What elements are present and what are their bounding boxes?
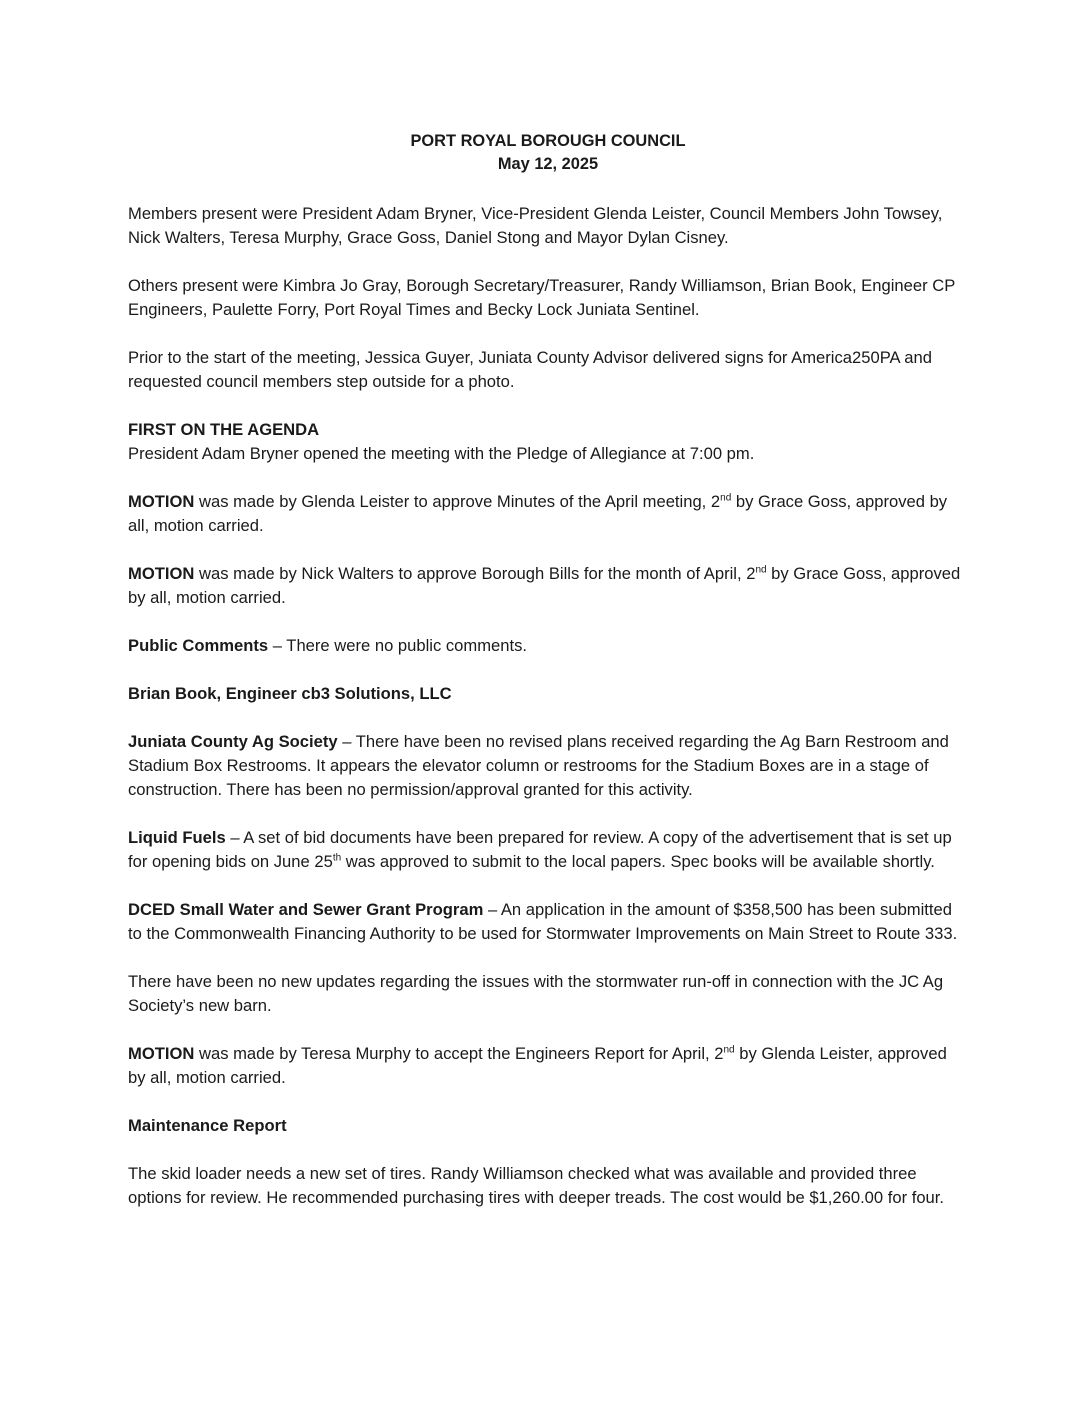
members-present-paragraph: Members present were President Adam Bryner, Vice-President Glenda Leister, Council Members John Towsey, Nick Walters, Teresa Murphy, Grace Goss, Daniel Stong and Mayor Dylan Cisney. <box>128 204 943 247</box>
motion-text: by Grace Goss, approved by all, motion carried. <box>128 492 948 535</box>
dced-grant-label: DCED Small Water and Sewer Grant Program <box>128 900 484 919</box>
motion-label: MOTION <box>128 564 195 583</box>
ordinal-suffix: nd <box>723 1044 735 1056</box>
liquid-fuels-paragraph <box>128 826 968 874</box>
first-agenda-section <box>128 418 968 466</box>
dced-grant-paragraph <box>128 898 968 946</box>
ordinal-suffix: th <box>332 852 342 864</box>
first-agenda-text: President Adam Bryner opened the meeting with the Pledge of Allegiance at 7:00 pm. <box>128 444 755 463</box>
public-comments-paragraph <box>128 634 968 658</box>
liquid-fuels-label: Liquid Fuels <box>128 828 226 847</box>
public-comments-text: – There were no public comments. <box>268 636 528 655</box>
maintenance-heading: Maintenance Report <box>128 1116 287 1135</box>
meeting-date: May 12, 2025 <box>497 155 599 173</box>
motion-engineer-report-paragraph <box>128 1042 968 1090</box>
liquid-fuels-text: – A set of bid documents have been prepared for review. A copy of the advertisement that is set up for opening bids on June 25 <box>128 828 952 871</box>
motion-label: MOTION <box>128 1044 195 1063</box>
ag-society-paragraph <box>128 730 968 802</box>
ag-society-text: – There have been no revised plans received regarding the Ag Barn Restroom and Stadium Box Restrooms. It appears the elevator column or restrooms for the Stadium Boxes are in a stage of construction. There has been no permission/approval granted for this activity. <box>128 732 949 799</box>
ordinal-suffix: nd <box>755 564 767 576</box>
motion-bills-paragraph <box>128 562 968 610</box>
document-header <box>128 130 968 176</box>
motion-text: by Grace Goss, approved by all, motion carried. <box>128 564 961 607</box>
others-present-paragraph: Others present were Kimbra Jo Gray, Borough Secretary/Treasurer, Randy Williamson, Brian Book, Engineer CP Engineers, Paulette Forry, Port Royal Times and Becky Lock Juniata Sentinel. <box>128 276 955 319</box>
document-title: PORT ROYAL BOROUGH COUNCIL <box>410 132 686 150</box>
motion-text: was made by Glenda Leister to approve Minutes of the April meeting, 2 <box>194 492 721 511</box>
dced-grant-text: – An application in the amount of $358,500 has been submitted to the Commonwealth Financing Authority to be used for Stormwater Improvements on Main Street to Route 333. <box>128 900 958 943</box>
motion-minutes-paragraph <box>128 490 968 538</box>
ag-society-label: Juniata County Ag Society <box>128 732 338 751</box>
motion-text: was made by Teresa Murphy to accept the Engineers Report for April, 2 <box>194 1044 724 1063</box>
engineer-heading: Brian Book, Engineer cb3 Solutions, LLC <box>128 684 452 703</box>
document-page <box>128 130 968 1234</box>
motion-label: MOTION <box>128 492 195 511</box>
public-comments-label: Public Comments <box>128 636 269 655</box>
stormwater-note-paragraph: There have been no new updates regarding the issues with the stormwater run-off in connection with the JC Ag Society’s new barn. <box>128 972 944 1015</box>
liquid-fuels-text: was approved to submit to the local papers. Spec books will be available shortly. <box>341 852 935 871</box>
ordinal-suffix: nd <box>720 492 732 504</box>
prior-note-paragraph: Prior to the start of the meeting, Jessica Guyer, Juniata County Advisor delivered signs for America250PA and requested council members step outside for a photo. <box>128 348 932 391</box>
maintenance-paragraph: The skid loader needs a new set of tires. Randy Williamson checked what was available and provided three options for review. He recommended purchasing tires with deeper treads. The cost would be $1,260.00 for four. <box>128 1164 945 1207</box>
motion-text: was made by Nick Walters to approve Borough Bills for the month of April, 2 <box>194 564 756 583</box>
first-agenda-heading: FIRST ON THE AGENDA <box>128 420 320 439</box>
motion-text: by Glenda Leister, approved by all, motion carried. <box>128 1044 947 1087</box>
